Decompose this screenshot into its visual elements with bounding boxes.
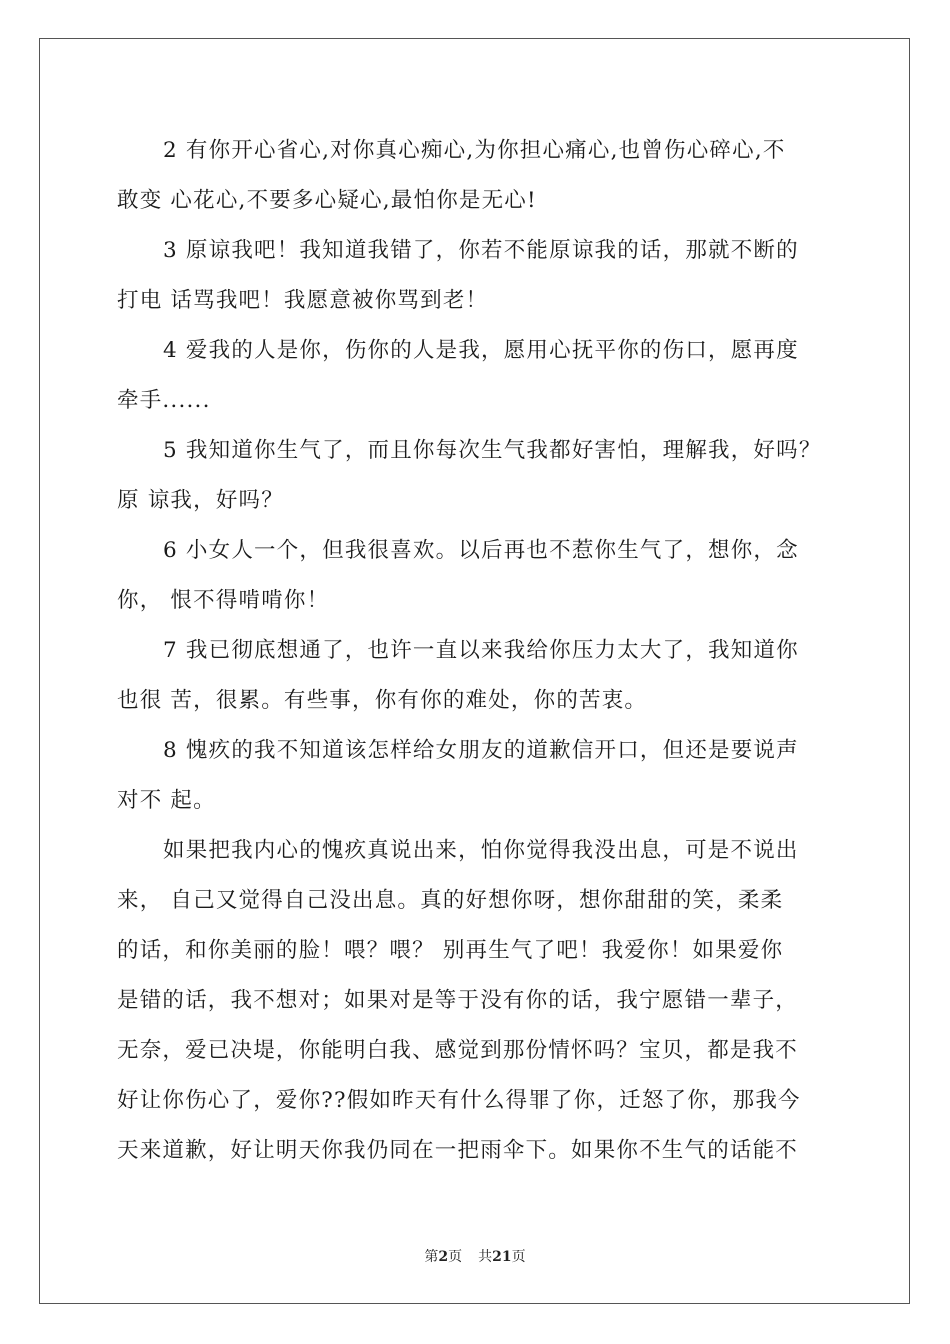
text-line: 来， 自己又觉得自己没出息。真的好想你呀，想你甜甜的笑，柔柔: [117, 888, 784, 913]
page-suffix: 页: [448, 1249, 463, 1265]
page-number: 2: [438, 1249, 449, 1265]
text-line: 6 小女人一个，但我很喜欢。以后再也不惹你生气了，想你，念: [163, 538, 799, 563]
text-line: 如果把我内心的愧疚真说出来，怕你觉得我没出息，可是不说出: [163, 838, 799, 863]
text-line: 敢变 心花心,不要多心疑心,最怕你是无心!: [117, 188, 537, 213]
text-line: 也很 苦，很累。有些事，你有你的难处，你的苦衷。: [117, 688, 648, 713]
text-line: 8 愧疚的我不知道该怎样给女朋友的道歉信开口，但还是要说声: [163, 738, 799, 763]
page-prefix: 第: [424, 1249, 439, 1265]
total-prefix: 共: [478, 1249, 493, 1265]
text-line: 好让你伤心了，爱你??假如昨天有什么得罪了你，迁怒了你，那我今: [117, 1088, 801, 1113]
text-line: 的话，和你美丽的脸！喂？喂？ 别再生气了吧！我爱你！如果爱你: [117, 938, 784, 963]
text-line: 7 我已彻底想通了，也许一直以来我给你压力太大了，我知道你: [163, 638, 799, 663]
text-line: 3 原谅我吧！我知道我错了，你若不能原谅我的话，那就不断的: [163, 238, 799, 263]
text-line: 原 谅我，好吗？: [117, 488, 284, 513]
text-line: 对不 起。: [117, 788, 216, 813]
text-line: 无奈，爱已决堤，你能明白我、感觉到那份情怀吗？宝贝，都是我不: [117, 1038, 799, 1063]
text-line: 是错的话，我不想对；如果对是等于没有你的话，我宁愿错一辈子，: [117, 988, 799, 1013]
text-line: 牵手......: [117, 388, 211, 413]
total-suffix: 页: [511, 1249, 526, 1265]
text-line: 打电 话骂我吧！我愿意被你骂到老！: [117, 288, 489, 313]
text-line: 2 有你开心省心,对你真心痴心,为你担心痛心,也曾伤心碎心,不: [163, 138, 786, 163]
page-footer: [0, 1247, 950, 1267]
text-line: 5 我知道你生气了，而且你每次生气我都好害怕，理解我，好吗？: [163, 438, 822, 463]
text-line: 天来道歉，好让明天你我仍同在一把雨伞下。如果你不生气的话能不: [117, 1138, 799, 1163]
text-line: 你， 恨不得啃啃你！: [117, 588, 330, 613]
total-pages: 21: [492, 1249, 512, 1265]
text-line: 4 爱我的人是你，伤你的人是我，愿用心抚平你的伤口，愿再度: [163, 338, 799, 363]
